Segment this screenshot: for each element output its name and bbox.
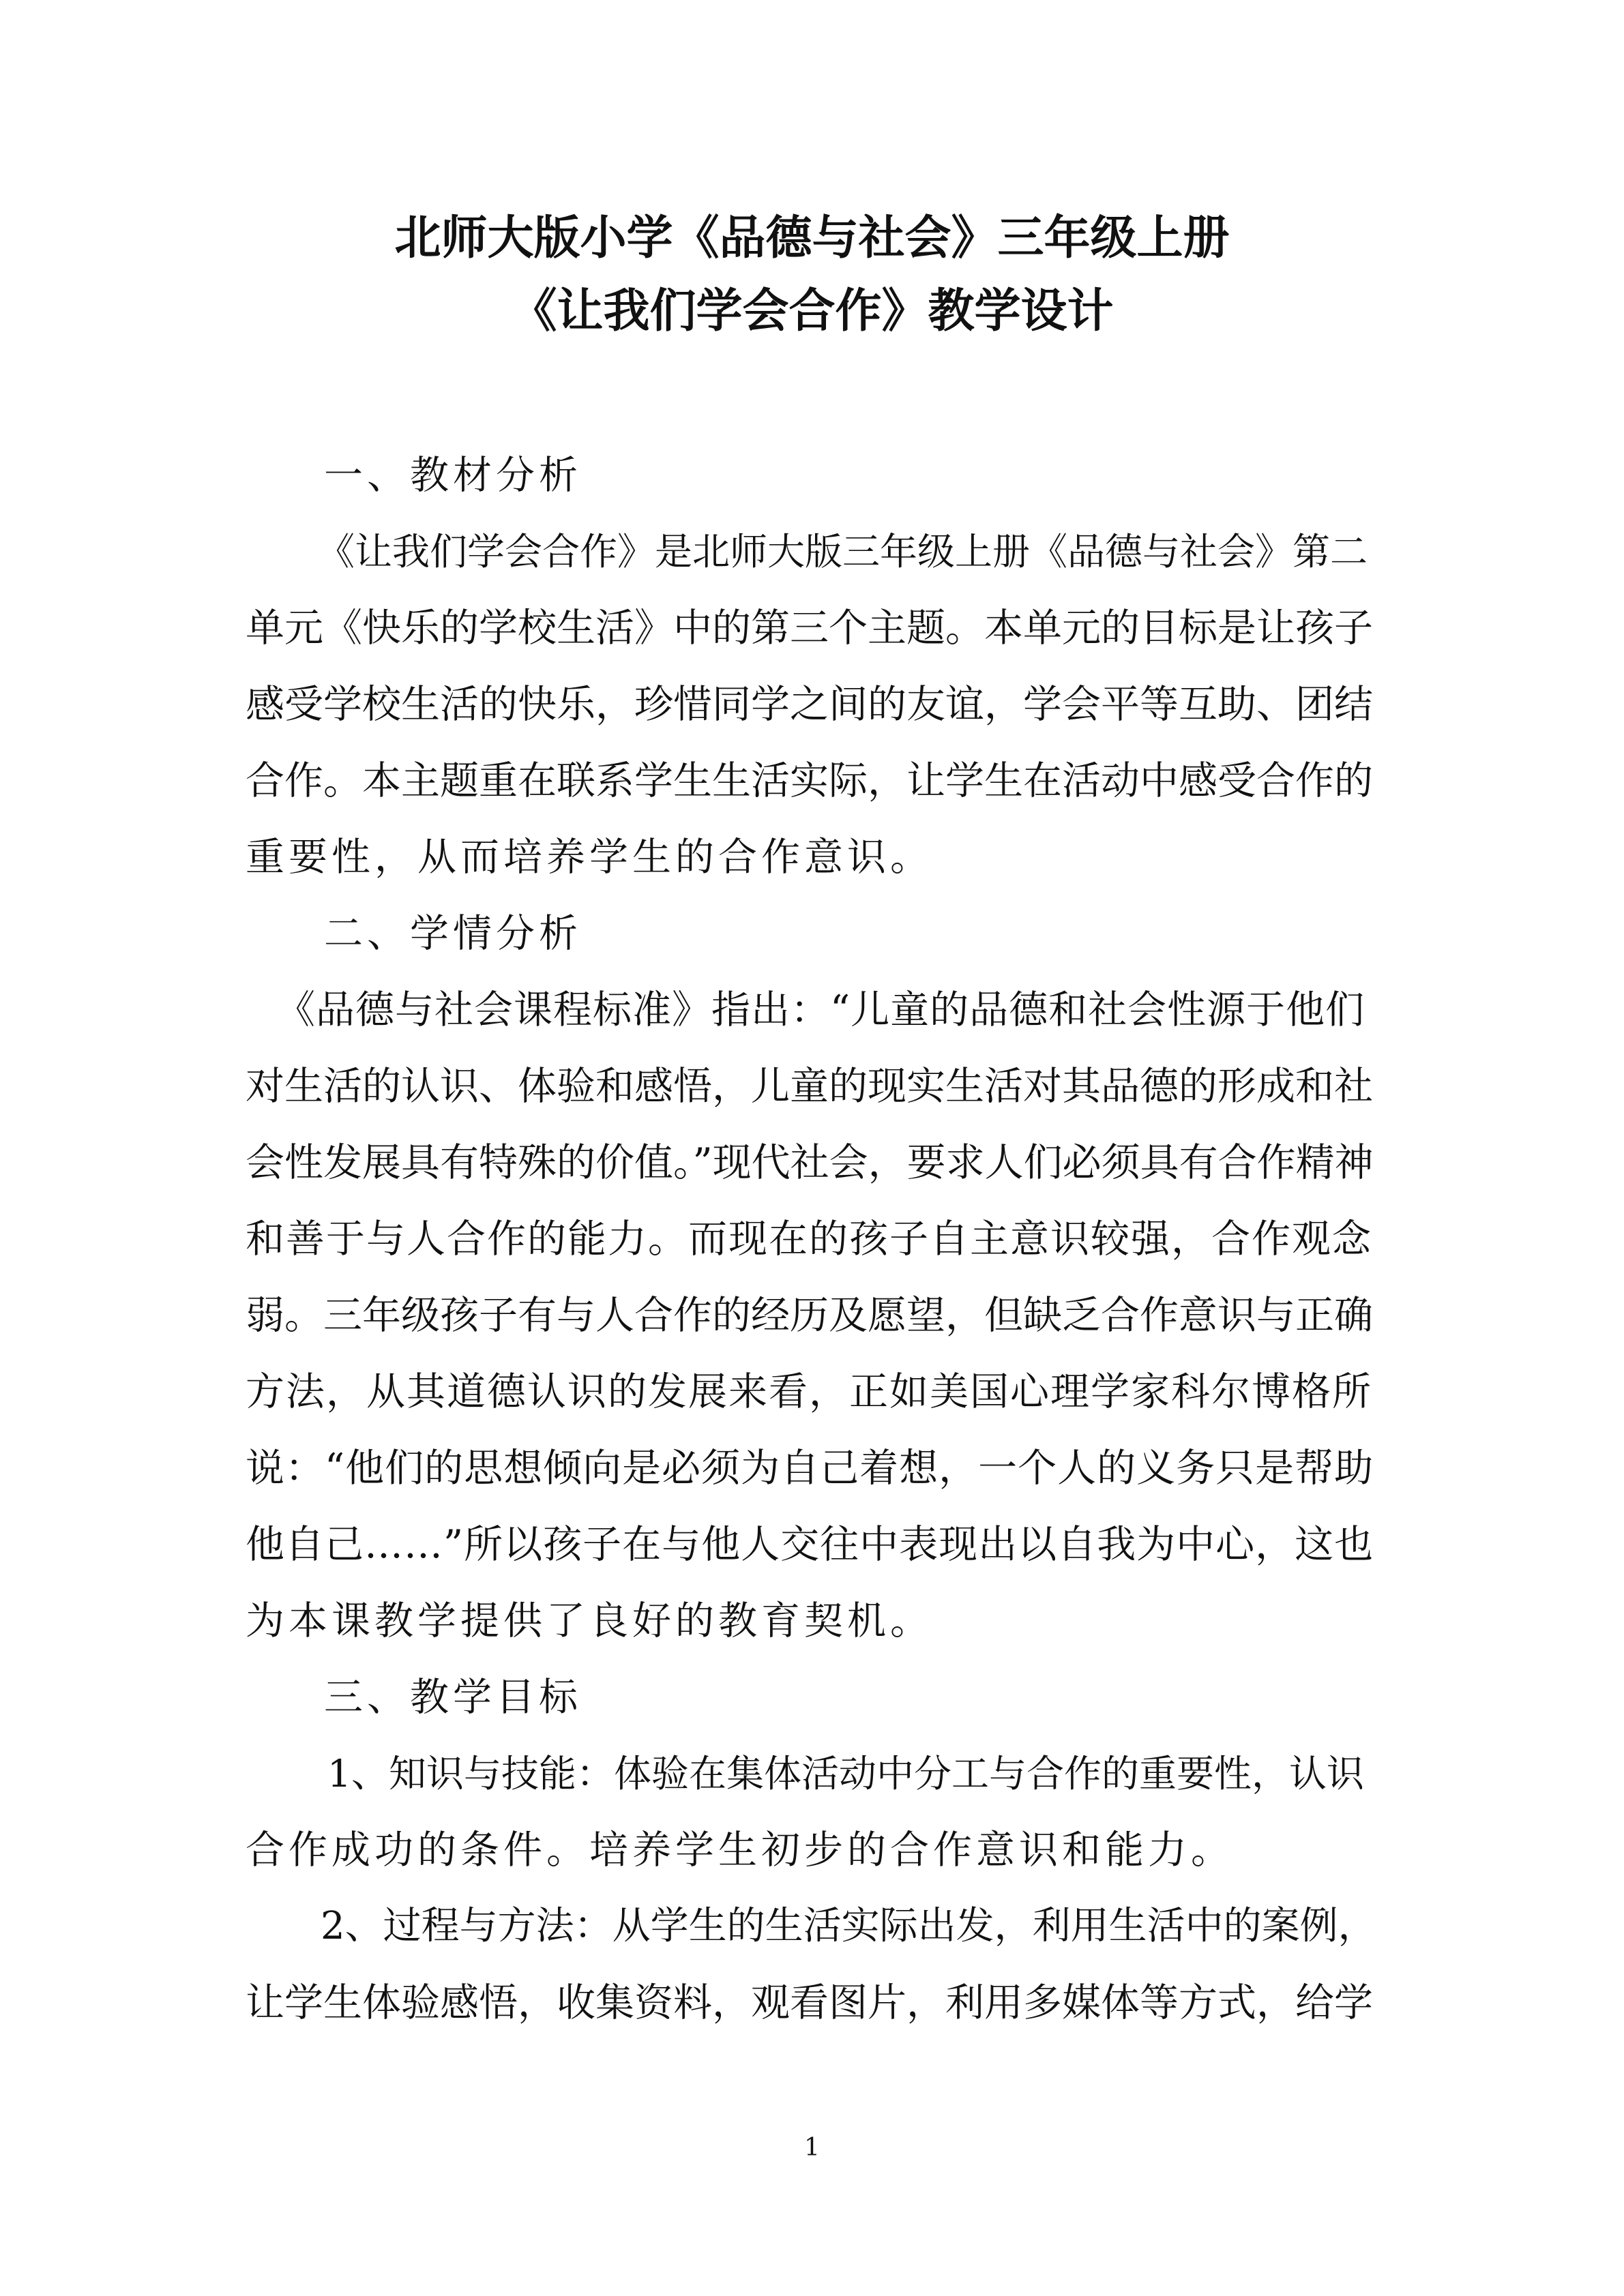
body-line: 重要性，从而培养学生的合作意识。 <box>246 835 933 880</box>
section-heading-student-analysis: 二、学情分析 <box>324 911 582 956</box>
body-line: 感受学校生活的快乐，珍惜同学之间的友谊，学会平等互助、团结 <box>246 682 1373 727</box>
body-line: 单元《快乐的学校生活》中的第三个主题。本单元的目标是让孩子 <box>246 606 1373 651</box>
body-line: 为本课教学提供了良好的教育契机。 <box>246 1598 933 1643</box>
body-line: 《品德与社会课程标准》指出：“儿童的品德和社会性源于他们 <box>276 987 1365 1032</box>
body-line: 他自己……”所以孩子在与他人交往中表现出以自我为中心，这也 <box>246 1522 1374 1567</box>
body-line: 让学生体验感悟，收集资料，观看图片，利用多媒体等方式，给学 <box>246 1980 1373 2025</box>
body-line: 《让我们学会合作》是北师大版三年级上册《品德与社会》第二 <box>317 530 1368 573</box>
section-heading-textbook-analysis: 一、教材分析 <box>324 453 582 498</box>
document-title-line-2: 《让我们学会合作》教学设计 <box>510 284 1114 338</box>
body-line: 对生活的认识、体验和感悟，儿童的现实生活对其品德的形成和社 <box>246 1064 1373 1109</box>
body-line: 1、知识与技能：体验在集体活动中分工与合作的重要性，认识 <box>327 1752 1364 1795</box>
body-line: 会性发展具有特殊的价值。”现代社会，要求人们必须具有合作精神 <box>246 1140 1374 1185</box>
document-title-line-1: 北师大版小学《品德与社会》三年级上册 <box>394 211 1230 265</box>
body-line: 合作。本主题重在联系学生生活实际，让学生在活动中感受合作的 <box>246 758 1373 803</box>
body-line: 合作成功的条件。培养学生初步的合作意识和能力。 <box>246 1828 1234 1873</box>
page-number: 1 <box>804 2134 820 2162</box>
body-line: 方法，从其道德认识的发展来看，正如美国心理学家科尔博格所 <box>246 1369 1372 1414</box>
body-line: 和善于与人合作的能力。而现在的孩子自主意识较强，合作观念 <box>246 1217 1372 1262</box>
section-heading-teaching-goals: 三、教学目标 <box>324 1675 582 1720</box>
body-line: 说：“他们的思想倾向是必须为自己着想，一个人的义务只是帮助 <box>246 1446 1374 1491</box>
body-line: 2、过程与方法：从学生的生活实际出发，利用生活中的案例， <box>321 1904 1376 1948</box>
body-line: 弱。三年级孩子有与人合作的经历及愿望，但缺乏合作意识与正确 <box>246 1293 1373 1338</box>
